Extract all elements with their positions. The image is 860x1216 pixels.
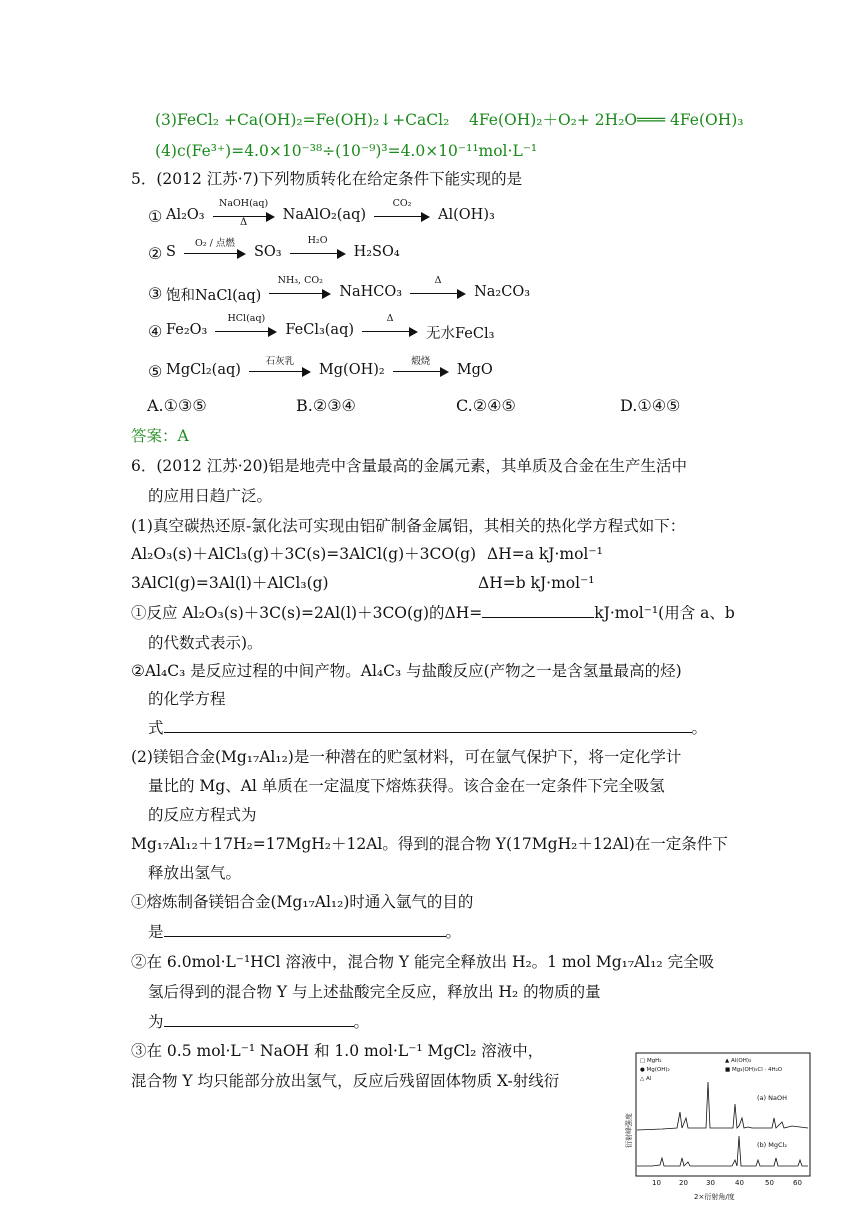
- xrd-plot: [622, 1052, 812, 1206]
- q6-line-21: ③在 0.5 mol·L⁻¹ NaOH 和 1.0 mol·L⁻¹ MgCl₂ 溶液中，: [131, 1042, 544, 1060]
- product: Al(OH)₃: [438, 207, 495, 223]
- q6-line-20: 为 。: [148, 1013, 370, 1031]
- q6-line-14: Mg₁₇Al₁₂＋17H₂=17MgH₂＋12Al。得到的混合物 Y(17MgH₂＋12Al)在一定条件下: [131, 835, 728, 853]
- curve-naoh: [637, 1082, 808, 1130]
- q6-line-12: 量比的 Mg、Al 单质在一定温度下熔炼获得。该合金在一定条件下完全吸氢: [148, 777, 665, 795]
- x-tick-30: 30: [706, 1179, 715, 1187]
- product: MgO: [456, 362, 493, 378]
- q6-line-3: (1)真空碳热还原-氯化法可实现由铝矿制备金属铝，其相关的热化学方程式如下：: [131, 517, 686, 535]
- q6-line-19: 氢后得到的混合物 Y 与上述盐酸完全反应，释放出 H₂ 的物质的量: [148, 983, 601, 1001]
- q6-line-17: 是 。: [148, 923, 462, 941]
- answer-blank-argon[interactable]: [164, 922, 446, 937]
- option-d: D.①④⑤: [620, 396, 681, 415]
- reactant: MgCl₂(aq): [166, 362, 241, 378]
- curve-b-label: (b) MgCl₂: [757, 1141, 787, 1149]
- q6-line-16: ①熔炼制备镁铝合金(Mg₁₇Al₁₂)时通入氩气的目的: [131, 893, 474, 911]
- x-axis-label: 2×衍射角/度: [694, 1193, 735, 1201]
- option-b: B.②③④: [296, 396, 356, 415]
- answer-line-3a: (3)FeCl₂ +Ca(OH)₂=Fe(OH)₂↓+CaCl₂: [155, 111, 450, 129]
- arrow-2: [393, 367, 449, 377]
- q6-line-10: 式 。: [148, 719, 708, 737]
- answer-blank-h2[interactable]: [164, 1012, 354, 1027]
- reaction-number: ②: [148, 244, 163, 263]
- reactant: Fe₂O₃: [166, 322, 208, 338]
- q5-stem: 5．(2012 江苏·7)下列物质转化在给定条件下能实现的是: [131, 170, 523, 188]
- product: H₂SO₄: [353, 244, 400, 260]
- condition-1-top: 石灰乳: [265, 356, 295, 367]
- condition-1-bottom: Δ: [240, 217, 248, 228]
- q6-line-1: 6．(2012 江苏·20)铝是地壳中含量最高的金属元素，其单质及合金在生产生活中: [131, 457, 687, 475]
- product: Na₂CO₃: [474, 284, 531, 300]
- condition-2-top: H₂O: [307, 235, 328, 246]
- legend-aloh3: ▲ Al(OH)₃: [725, 1058, 752, 1064]
- q6-eq-2-dh: ΔH=b kJ·mol⁻¹: [478, 574, 595, 592]
- intermediate: FeCl₃(aq): [285, 322, 355, 338]
- condition-1-top: NH₃, CO₂: [277, 275, 323, 286]
- x-tick-10: 10: [652, 1179, 661, 1187]
- condition-2-top: Δ: [434, 275, 442, 286]
- product: 无水FeCl₃: [426, 326, 495, 342]
- reactant: Al₂O₃: [166, 207, 205, 223]
- condition-1-top: O₂ / 点燃: [195, 238, 235, 249]
- reactant: S: [166, 244, 176, 260]
- arrow-1: [184, 249, 246, 259]
- reactant: 饱和NaCl(aq): [166, 288, 262, 304]
- y-axis-label: 衍射峰强度: [625, 1113, 633, 1148]
- arrow-2: [290, 249, 346, 259]
- x-tick-40: 40: [735, 1179, 744, 1187]
- q6-line-22: 混合物 Y 均只能部分放出氢气，反应后残留固体物质 X-射线衍: [131, 1072, 560, 1090]
- condition-1-top: NaOH(aq): [219, 198, 269, 209]
- reaction-number: ④: [148, 322, 163, 341]
- xrd-figure: [622, 1052, 812, 1206]
- q6-line-15: 释放出氢气。: [148, 864, 242, 882]
- reaction-number: ①: [148, 207, 163, 226]
- reaction-number: ③: [148, 284, 163, 303]
- q6-eq-2: 3AlCl(g)=3Al(l)＋AlCl₃(g): [131, 574, 329, 592]
- q6-line-8: ②Al₄C₃ 是反应过程的中间产物。Al₄C₃ 与盐酸反应(产物之一是含氢量最高的烃): [131, 662, 682, 680]
- condition-2-top: Δ: [386, 313, 394, 324]
- legend-mgh2: □ MgH₂: [640, 1058, 662, 1064]
- arrow-2: [410, 289, 466, 299]
- reaction-number: ⑤: [148, 362, 163, 381]
- intermediate: NaHCO₃: [339, 284, 403, 300]
- answer-line-4: (4)c(Fe³⁺)=4.0×10⁻³⁸÷(10⁻⁹)³=4.0×10⁻¹¹mol·L⁻¹: [155, 142, 538, 160]
- x-tick-60: 60: [793, 1179, 802, 1187]
- q6-eq-1: Al₂O₃(s)＋AlCl₃(g)＋3C(s)=3AlCl(g)＋3CO(g): [131, 545, 477, 563]
- answer-blank-dh[interactable]: [482, 603, 594, 618]
- q6-line-9: 的化学方程: [148, 690, 226, 708]
- q6-line-18: ②在 6.0mol·L⁻¹HCl 溶液中，混合物 Y 能完全释放出 H₂。1 mol Mg₁₇Al₁₂ 完全吸: [131, 953, 715, 971]
- legend-al: △ Al: [640, 1076, 652, 1082]
- arrow-2: [374, 212, 430, 222]
- q6-line-7: 的代数式表示)。: [148, 634, 263, 652]
- q5-answer: 答案：A: [131, 427, 189, 445]
- x-tick-50: 50: [765, 1179, 774, 1187]
- condition-2-top: CO₂: [392, 198, 412, 209]
- q6-line-11: (2)镁铝合金(Mg₁₇Al₁₂)是一种潜在的贮氢材料，可在氩气保护下，将一定化学计: [131, 748, 682, 766]
- condition-1-top: HCl(aq): [227, 313, 266, 324]
- q6-sub1: ①反应 Al₂O₃(s)＋3C(s)=2Al(l)＋3CO(g)的ΔH= kJ·mol⁻¹(用含 a、b: [131, 604, 735, 622]
- answer-blank-equation[interactable]: [164, 718, 692, 733]
- arrow-1: [215, 327, 277, 337]
- curve-a-label: (a) NaOH: [757, 1094, 787, 1102]
- q6-line-13: 的反应方程式为: [148, 806, 257, 824]
- intermediate: Mg(OH)₂: [318, 362, 385, 378]
- arrow-1: [269, 289, 331, 299]
- arrow-2: [362, 327, 418, 337]
- option-c: C.②④⑤: [456, 396, 516, 415]
- x-tick-20: 20: [679, 1179, 688, 1187]
- intermediate: NaAlO₂(aq): [282, 207, 367, 223]
- arrow-1: [249, 367, 311, 377]
- condition-2-top: 煅烧: [411, 356, 431, 367]
- q6-eq-1-dh: ΔH=a kJ·mol⁻¹: [487, 545, 603, 563]
- option-a: A.①③⑤: [147, 396, 207, 415]
- legend-mg3oh5cl: ■ Mg₃(OH)₅Cl · 4H₂O: [725, 1067, 783, 1073]
- intermediate: SO₃: [253, 244, 282, 260]
- answer-line-3b: 4Fe(OH)₂＋O₂+ 2H₂O═══ 4Fe(OH)₃: [469, 111, 744, 129]
- legend-mgoh2: ● Mg(OH)₂: [640, 1067, 670, 1073]
- q6-line-2: 的应用日趋广泛。: [148, 487, 273, 505]
